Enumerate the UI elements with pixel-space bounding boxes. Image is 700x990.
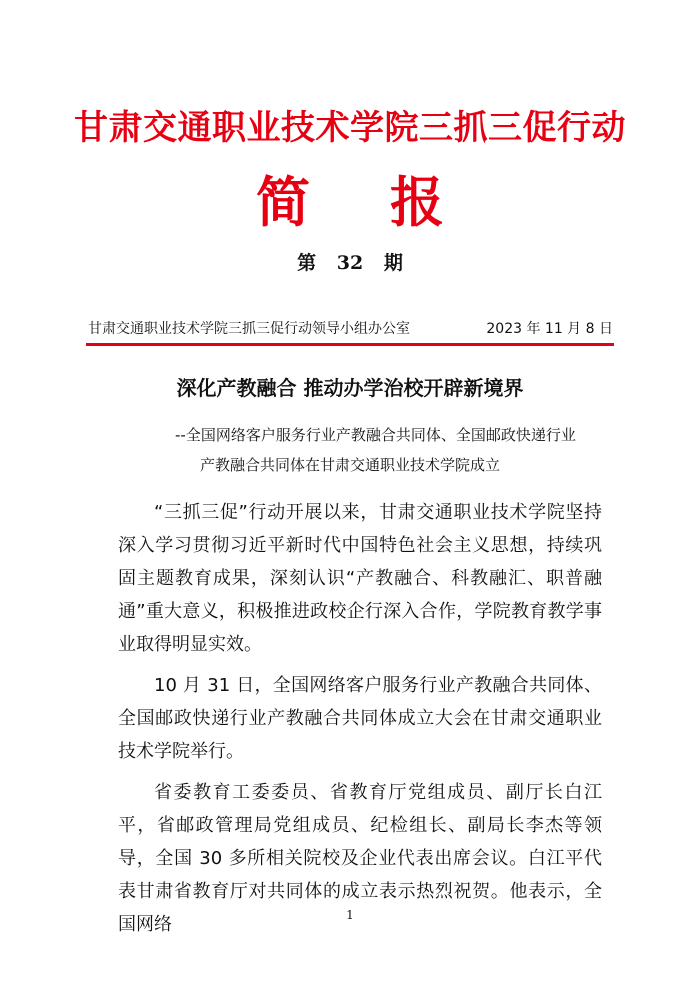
paragraph: 省委教育工委委员、省教育厅党组成员、副厅长白江平，省邮政管理局党组成员、纪检组长、副局长李杰等领导，全国 30 多所相关院校及企业代表出席会议。白江平代表甘肃省教育厅对共同体的成立表示热烈祝贺。他表示，全国网络 (118, 782, 602, 935)
issue-number: 第 32 期 (297, 252, 403, 274)
red-divider (86, 343, 614, 346)
issue-date: 2023 年 11 月 8 日 (486, 321, 613, 337)
article-body (118, 496, 602, 949)
paragraph: 10 月 31 日，全国网络客户服务行业产教融合共同体、全国邮政快递行业产教融合共同体成立大会在甘肃交通职业技术学院举行。 (118, 675, 602, 762)
issuer-office: 甘肃交通职业技术学院三抓三促行动领导小组办公室 (88, 321, 410, 337)
article-title: 深化产教融合 推动办学治校开辟新境界 (176, 376, 524, 400)
paragraph: “三抓三促”行动开展以来，甘肃交通职业技术学院坚持深入学习贯彻习近平新时代中国特色社会主义思想，持续巩固主题教育成果，深刻认识“产教融合、科教融汇、职普融通”重大意义，积极推进政校企行深入合作，学院教育教学事业取得明显实效。 (118, 502, 602, 655)
issuer-line (88, 318, 613, 338)
masthead-subtitle: 简报 (256, 170, 524, 234)
page-number: 1 (346, 908, 354, 922)
article-subtitle-line1: --全国网络客户服务行业产教融合共同体、全国邮政快递行业 (175, 426, 576, 444)
masthead-title: 甘肃交通职业技术学院三抓三促行动 (74, 108, 626, 148)
article-subtitle-line2: 产教融合共同体在甘肃交通职业技术学院成立 (199, 456, 500, 474)
